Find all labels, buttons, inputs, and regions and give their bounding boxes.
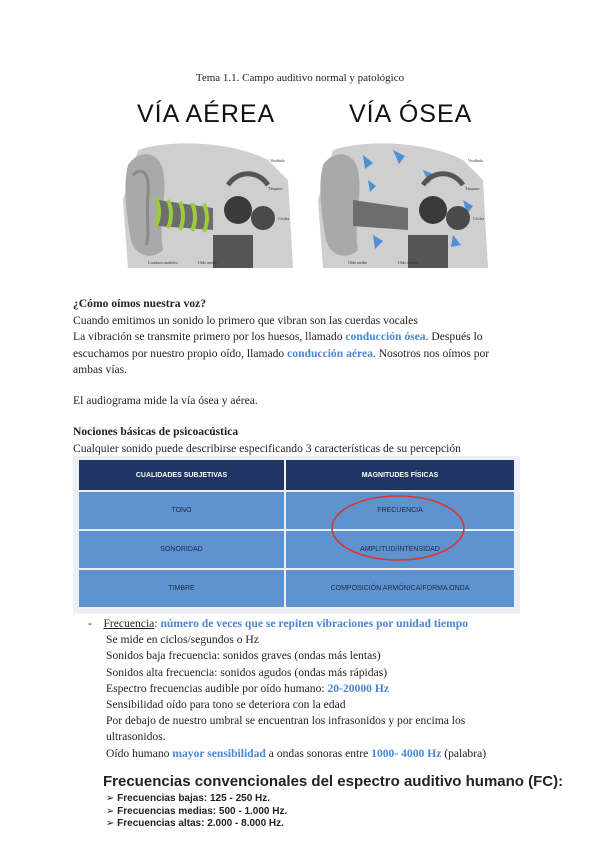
psychoacoustics-table [73, 456, 520, 614]
list-item: ➢ Frecuencias bajas: 125 - 250 Hz. [106, 793, 271, 804]
arrow-bullet-icon: ➢ [106, 793, 115, 804]
section-heading: Nociones básicas de psicoacústica [73, 425, 239, 438]
table-cell: SONORIDAD [79, 531, 284, 568]
paragraph-line: Cuando emitimos un sonido lo primero que vibran son las cuerdas vocales [73, 313, 418, 327]
table-cell: FRECUENCIA [286, 492, 514, 529]
page-title: Tema 1.1. Campo auditivo normal y patológico [195, 72, 405, 84]
paragraph-line: La vibración se transmite primero por los huesos, llamado conducción ósea. Después lo [73, 330, 483, 343]
fc-title: Frecuencias convencionales del espectro auditivo humano (FC): [103, 773, 564, 790]
ear-illustration-air [118, 140, 301, 268]
table-cell: TIMBRE [79, 570, 284, 607]
list-item: Espectro frecuencias audible por oído humano: 20-20000 Hz [106, 681, 390, 695]
label-oido-medio: Oído medio [198, 260, 217, 265]
frequency-bullet-list [88, 616, 486, 762]
section-heading: ¿Cómo oímos nuestra voz? [73, 297, 206, 310]
section-psychoacoustics [73, 424, 461, 457]
frequency-definition: número de veces que se repiten vibraciones por unidad tiempo [160, 617, 469, 630]
label-timpano: Tímpano [268, 186, 283, 191]
list-item: Sensibilidad oído para tono se deteriora con la edad [106, 698, 346, 712]
list-item: ultrasonidos. [106, 730, 166, 744]
label-oido-interno-r: Oído interno [398, 260, 419, 265]
list-item: Oído humano mayor sensibilidad a ondas sonoras entre 1000- 4000 Hz (palabra) [106, 746, 487, 760]
arrow-bullet-icon: ➢ [106, 805, 115, 817]
label-coclea: Cóclea [278, 216, 290, 221]
list-item: Por debajo de nuestro umbral se encuentran los infrasonidos y por encima los [106, 714, 466, 728]
label-conducto: Conducto auditivo [148, 260, 178, 265]
ear-figure-bone-title: VÍA ÓSEA [349, 100, 473, 128]
bone-conduction-term: conducción ósea [345, 330, 426, 343]
table-header: MAGNITUDES FÍSICAS [286, 460, 514, 490]
label-timpano-r: Tímpano [465, 186, 480, 191]
label-vestibulo-r: Vestíbulo [468, 158, 484, 163]
fc-list [106, 793, 287, 831]
section-voice [73, 296, 489, 379]
table-cell: COMPOSICIÓN ARMÓNICA/FORMA ONDA [286, 570, 514, 607]
highlight-ellipse [73, 456, 520, 614]
paragraph-line: escuchamos por nuestro propio oído, llamado conducción aérea. Nosotros nos oímos por [73, 346, 490, 360]
paragraph-line: ambas vías. [73, 363, 128, 376]
label-vestibulo: Vestíbulo [270, 158, 286, 163]
table-cell: AMPLITUD/INTENSIDAD [286, 531, 514, 568]
ear-figure-air-title: VÍA AÉREA [137, 100, 276, 128]
list-item: Sonidos alta frecuencia: sonidos agudos (ondas más rápidas) [106, 665, 388, 679]
table-header: CUALIDADES SUBJETIVAS [79, 460, 284, 490]
label-coclea-r: Cóclea [473, 216, 485, 221]
label-oido-medio-r: Oído medio [348, 260, 367, 265]
arrow-bullet-icon: ➢ [106, 818, 115, 829]
list-item: - Frecuencia: número de veces que se repiten vibraciones por unidad tiempo [88, 617, 469, 630]
paragraph-line: Cualquier sonido puede describirse especificando 3 características de su percepción [73, 441, 461, 455]
list-item: Sonidos baja frecuencia: sonidos graves (ondas más lentas) [106, 649, 381, 663]
air-conduction-term: conducción aérea [287, 346, 373, 360]
table-cell: TONO [79, 492, 284, 529]
list-item: ➢ Frecuencias medias: 500 - 1.000 Hz. [106, 805, 288, 817]
list-item: ➢ Frecuencias altas: 2.000 - 8.000 Hz. [106, 818, 284, 829]
frequency-term: Frecuencia [103, 617, 155, 630]
list-item: Se mide en ciclos/segundos o Hz [106, 633, 259, 647]
audiogram-note: El audiograma mide la vía ósea y aérea. [73, 394, 258, 407]
ear-illustration-bone [313, 140, 496, 268]
